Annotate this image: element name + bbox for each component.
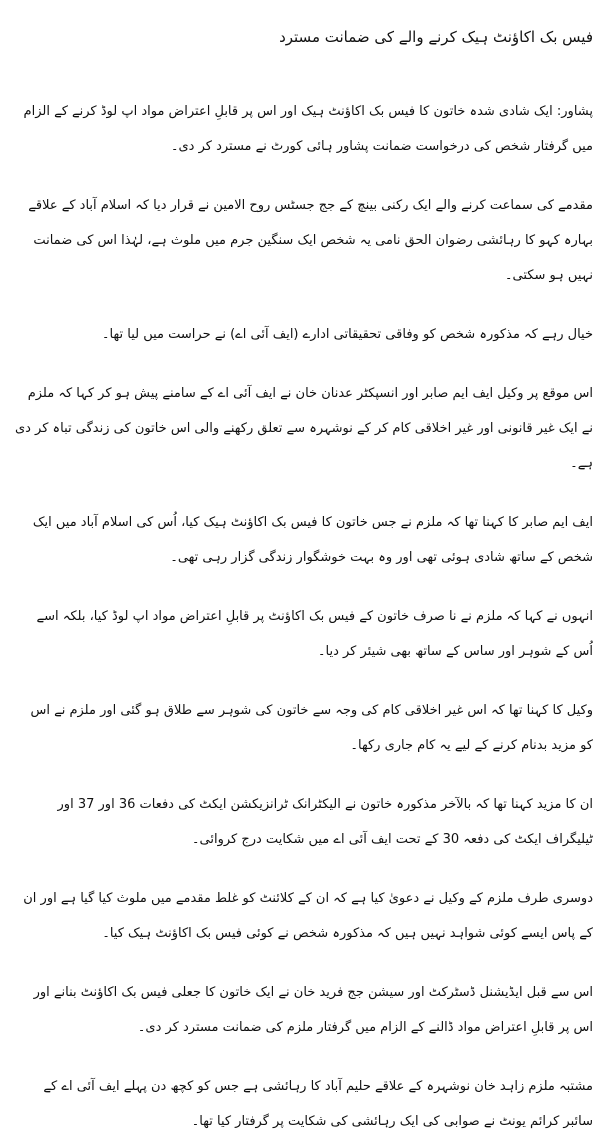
article-paragraph: ایف ایم صابر کا کہنا تھا کہ ملزم نے جس خاتون کا فیس بک اکاؤنٹ ہیک کیا، اُس کی اسلام آباد میں ایک شخص کے ساتھ شادی ہوئی تھی اور وہ بہت خوشگوار زندگی گزار رہی تھی۔ <box>32 515 593 565</box>
article-paragraph: مقدمے کی سماعت کرنے والے ایک رکنی بینچ کے جج جسٹس روح الامین نے قرار دیا کہ اسلام آباد کے علاقے بہارہ کہو کا رہائشی رضوان الحق نامی یہ شخص ایک سنگین جرم میں ملوث ہے، لہٰذا اس کی ضمانت نہیں ہو سکتی۔ <box>28 198 593 283</box>
article-paragraph: مشتبہ ملزم زاہد خان نوشہرہ کے علاقے حلیم آباد کا رہائشی ہے جس کو کچھ دن پہلے ایف آئی اے کے سائبر کرائم یونٹ نے صوابی کی ایک رہائشی کی شکایت پر گرفتار کیا تھا۔ <box>43 1079 593 1129</box>
article-paragraph: پشاور: ایک شادی شدہ خاتون کا فیس بک اکاؤنٹ ہیک اور اس پر قابلِ اعتراض مواد اپ لوڈ کرنے کے الزام میں گرفتار شخص کی درخواست ضمانت پشاور ہائی کورٹ نے مسترد کر دی۔ <box>23 104 593 154</box>
article-paragraph: وکیل کا کہنا تھا کہ اس غیر اخلاقی کام کی وجہ سے خاتون کی شوہر سے طلاق ہو گئی اور ملزم نے اس کو مزید بدنام کرنے کے لیے یہ کام جاری رکھا۔ <box>30 703 593 753</box>
article-title: فیس بک اکاؤنٹ ہیک کرنے والے کی ضمانت مسترد <box>279 28 593 46</box>
article-paragraph: انہوں نے کہا کہ ملزم نے نا صرف خاتون کے فیس بک اکاؤنٹ پر قابلِ اعتراض مواد اپ لوڈ کیا، بلکہ اسے اُس کے شوہر اور ساس کے ساتھ بھی شیئر کر دیا۔ <box>36 609 593 659</box>
article-paragraph: اس موقع پر وکیل ایف ایم صابر اور انسپکٹر عدنان خان نے ایف آئی اے کے سامنے پیش ہو کر کہا کہ ملزم نے ایک غیر قانونی اور غیر اخلاقی کام کر کے نوشہرہ سے تعلق رکھنے والی اس خاتون کی زندگی تباہ کر دی ہے۔ <box>14 386 593 471</box>
article-paragraph: اس سے قبل ایڈیشنل ڈسٹرکٹ اور سیشن جج فرید خان نے ایک خاتون کا جعلی فیس بک اکاؤنٹ بنانے اور اس پر قابلِ اعتراض مواد ڈالنے کے الزام میں گرفتار ملزم کی ضمانت مسترد کر دی۔ <box>33 985 593 1035</box>
article-paragraph: ان کا مزید کہنا تھا کہ بالآخر مذکورہ خاتون نے الیکٹرانک ٹرانزیکشن ایکٹ کی دفعات 36 اور 37 اور ٹیلیگراف ایکٹ کی دفعہ 30 کے تحت ایف آئی اے میں شکایت درج کروائی۔ <box>57 797 593 847</box>
article-paragraph: خیال رہے کہ مذکورہ شخص کو وفاقی تحقیقاتی ادارے (ایف آئی اے) نے حراست میں لیا تھا۔ <box>101 327 593 342</box>
article-paragraph: دوسری طرف ملزم کے وکیل نے دعویٰ کیا ہے کہ ان کے کلائنٹ کو غلط مقدمے میں ملوث کیا گیا ہے اور ان کے پاس ایسے کوئی شواہد نہیں ہیں کہ مذکورہ شخص نے کوئی فیس بک اکاؤنٹ ہیک کیا۔ <box>23 891 593 941</box>
